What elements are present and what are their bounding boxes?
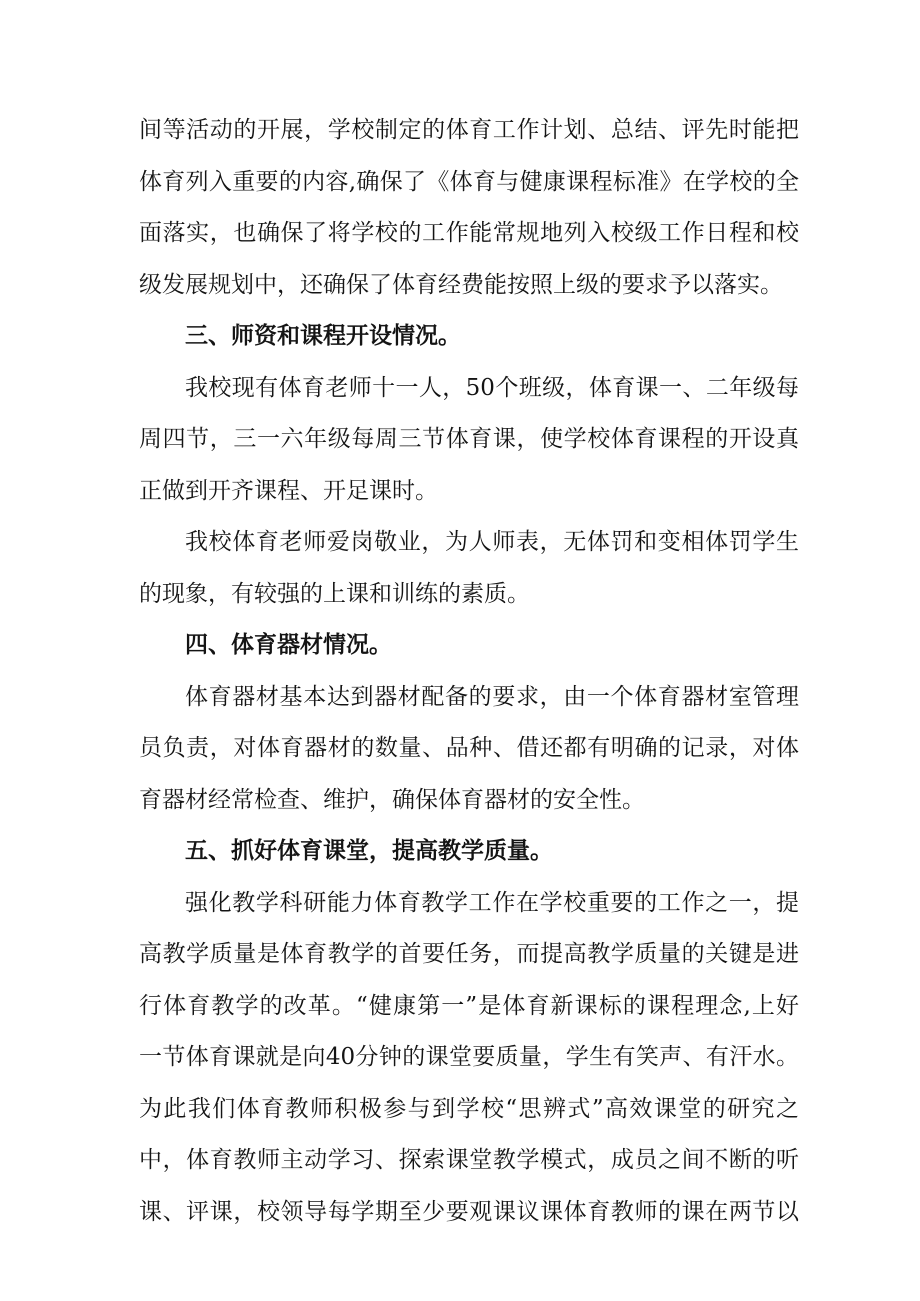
paragraph-line: 的现象，有较强的上课和训练的素质。 xyxy=(139,580,530,607)
paragraph-line: 为此我们体育教师积极参与到学校“思辨式”高效课堂的研究之 xyxy=(139,1095,799,1122)
paragraph-line: 课、评课，校领导每学期至少要观课议课体育教师的课在两节以 xyxy=(139,1198,799,1225)
paragraph-line: 一节体育课就是向40分钟的课堂要质量，学生有笑声、有汗水。 xyxy=(139,1044,799,1070)
paragraph-line: 我校体育老师爱岗敬业，为人师表，无体罚和变相体罚学生 xyxy=(185,529,799,555)
paragraph-line: 面落实，也确保了将学校的工作能常规地列入校级工作日程和校 xyxy=(139,220,799,246)
paragraph-line: 育器材经常检查、维护，确保体育器材的安全性。 xyxy=(139,786,645,813)
paragraph-line: 员负责，对体育器材的数量、品种、借还都有明确的记录，对体 xyxy=(139,735,799,761)
paragraph-line: 级发展规划中，还确保了体育经费能按照上级的要求予以落实。 xyxy=(139,271,783,298)
section-heading: 四、体育器材情况。 xyxy=(185,632,392,658)
paragraph-line: 行体育教学的改革。“健康第一”是体育新课标的课程理念,上好 xyxy=(139,992,799,1019)
paragraph-line: 高教学质量是体育教学的首要任务，而提高教学质量的关键是进 xyxy=(139,941,799,967)
paragraph-line: 中，体育教师主动学习、探索课堂教学模式，成员之间不断的听 xyxy=(139,1147,799,1173)
section-heading: 五、抓好体育课堂，提高教学质量。 xyxy=(185,838,553,864)
document-body xyxy=(139,105,799,1238)
paragraph-line: 周四节，三一六年级每周三节体育课，使学校体育课程的开设真 xyxy=(139,426,799,452)
paragraph-line: 体育列入重要的内容,确保了《体育与健康课程标准》在学校的全 xyxy=(139,168,799,195)
paragraph-line: 体育器材基本达到器材配备的要求，由一个体育器材室管理 xyxy=(185,683,799,710)
paragraph-line: 我校现有体育老师十一人，50个班级，体育课一、二年级每 xyxy=(185,374,799,401)
paragraph-line: 间等活动的开展，学校制定的体育工作计划、总结、评先时能把 xyxy=(139,117,799,143)
paragraph-line: 强化教学科研能力体育教学工作在学校重要的工作之一，提 xyxy=(185,889,799,916)
paragraph-line: 正做到开齐课程、开足课时。 xyxy=(139,477,438,504)
section-heading: 三、师资和课程开设情况。 xyxy=(185,323,461,349)
